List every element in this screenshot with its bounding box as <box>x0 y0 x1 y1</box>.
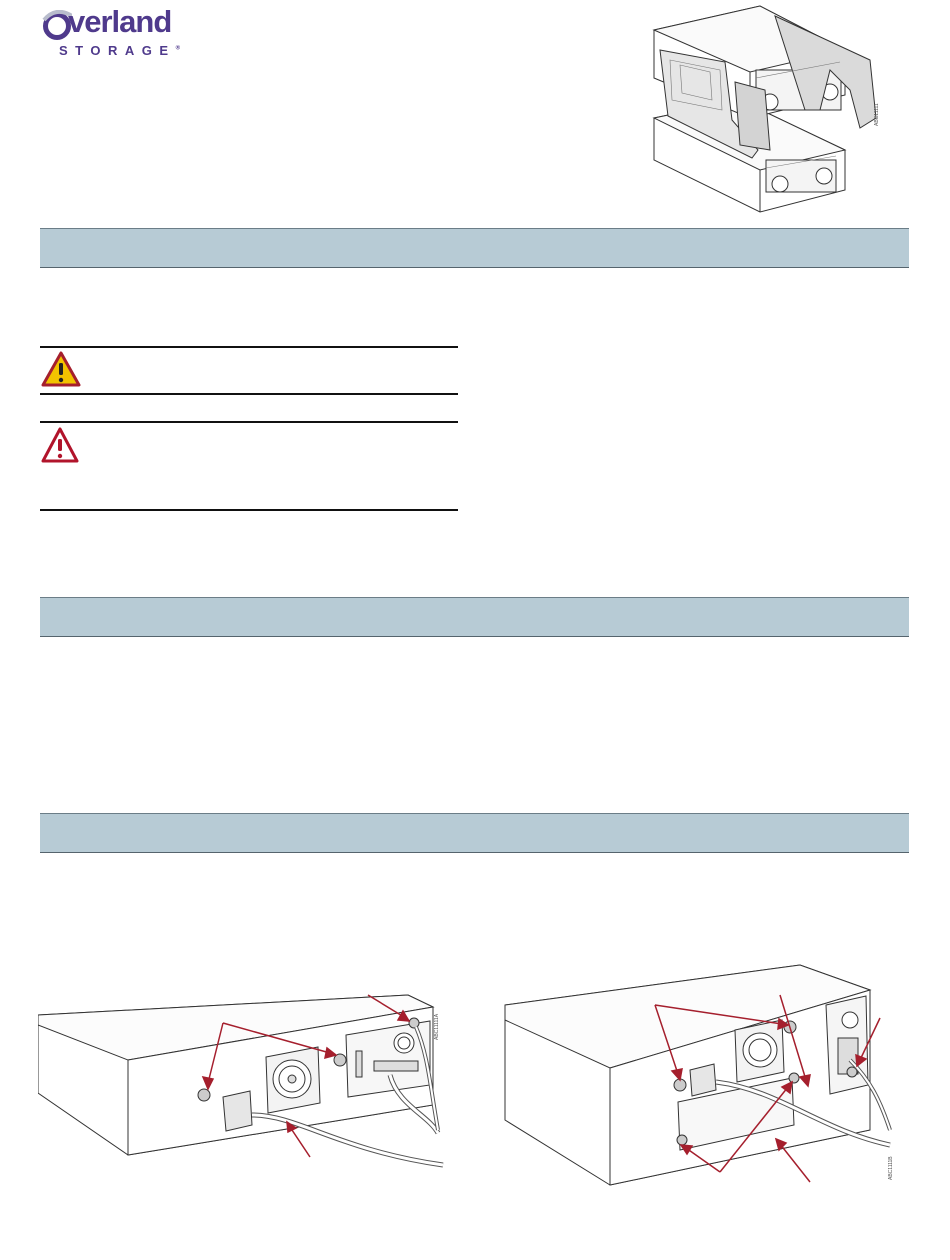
caution-triangle-icon <box>40 350 82 388</box>
caution-bottom-rule <box>40 393 458 395</box>
section-header-3 <box>40 813 909 853</box>
logo-wordmark: verland <box>68 4 172 39</box>
logo-subtitle: STORAGE® <box>59 43 180 58</box>
warning-triangle-icon <box>40 426 80 464</box>
warning-bottom-rule <box>40 509 458 511</box>
caution-top-rule <box>40 346 458 348</box>
left-figure-code: ABC11111A <box>434 1013 440 1040</box>
rear-view-4u-figure <box>500 950 910 1195</box>
section-header-2 <box>40 597 909 637</box>
warning-top-rule <box>40 421 458 423</box>
rear-view-2u-figure <box>38 965 448 1175</box>
company-logo <box>42 4 192 60</box>
section-header-1 <box>40 228 909 268</box>
stacked-units-figure <box>640 0 890 215</box>
top-figure-code: ABC11111 <box>874 103 880 126</box>
right-figure-code: ABC1111B <box>888 1156 894 1180</box>
